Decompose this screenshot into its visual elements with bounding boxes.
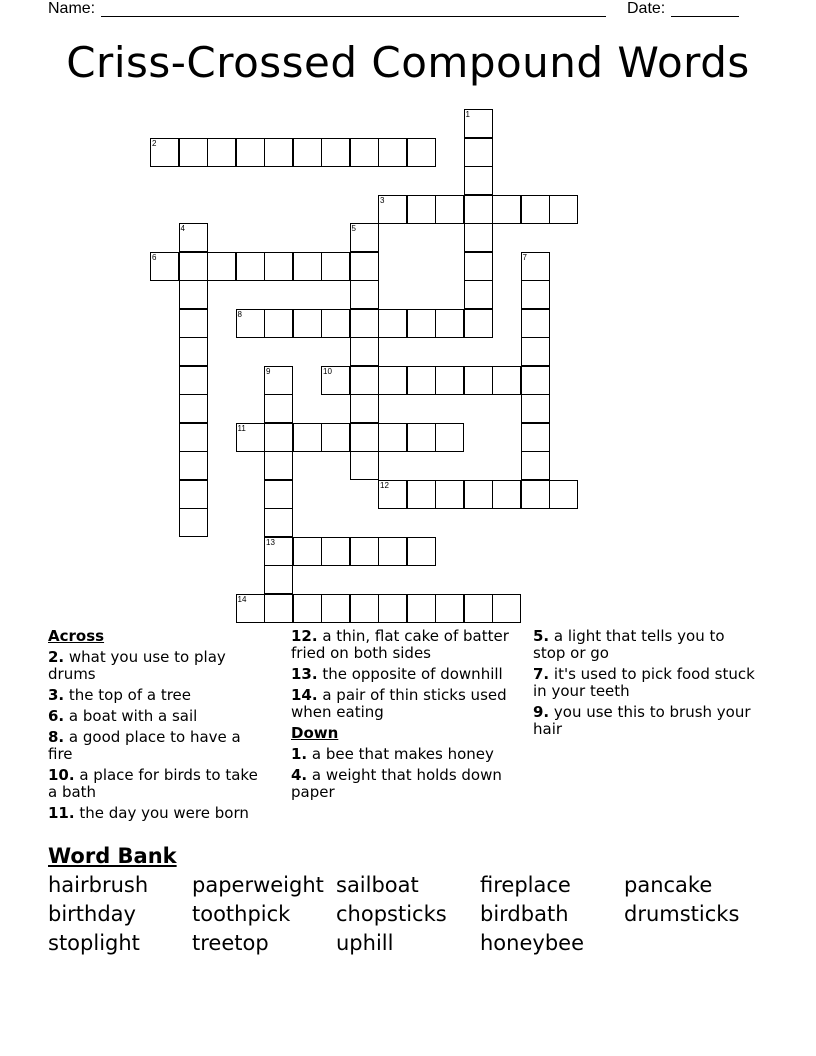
crossword-cell[interactable] [293, 252, 322, 281]
word-bank-item: uphill [336, 931, 394, 955]
clue-number: 6. [48, 707, 65, 725]
clue-text: the day you were born [74, 804, 249, 822]
crossword-cell[interactable] [464, 280, 493, 309]
word-bank-item: hairbrush [48, 873, 149, 897]
crossword-cell[interactable] [179, 394, 208, 423]
across-heading: Across [48, 627, 105, 645]
clue-number: 1. [291, 745, 308, 763]
crossword-cell[interactable] [350, 451, 379, 480]
crossword-cell[interactable] [321, 252, 350, 281]
crossword-cell[interactable] [378, 480, 407, 509]
crossword-cell[interactable] [464, 138, 493, 167]
crossword-cell[interactable] [464, 366, 493, 395]
clues-column-3 [533, 628, 758, 742]
crossword-cell[interactable] [350, 394, 379, 423]
crossword-cell[interactable] [435, 309, 464, 338]
clue-number: 9. [533, 703, 550, 721]
clue-text: a thin, flat cake of batter fried on both sides [291, 627, 509, 662]
crossword-cell[interactable] [464, 480, 493, 509]
crossword-cell[interactable] [549, 480, 578, 509]
word-bank-item: birdbath [480, 902, 569, 926]
clue-item [291, 666, 511, 683]
crossword-cell[interactable] [407, 195, 436, 224]
crossword-cell[interactable] [236, 423, 265, 452]
crossword-cell[interactable] [179, 423, 208, 452]
clue-item [291, 767, 511, 801]
crossword-cell[interactable] [350, 594, 379, 623]
clue-text: a bee that makes honey [307, 745, 494, 763]
word-bank [48, 872, 768, 957]
crossword-cell[interactable] [264, 451, 293, 480]
crossword-cell[interactable] [521, 280, 550, 309]
crossword-cell[interactable] [378, 423, 407, 452]
clue-number: 3. [48, 686, 65, 704]
crossword-cell[interactable] [521, 337, 550, 366]
crossword-cell[interactable] [350, 423, 379, 452]
word-bank-item: treetop [192, 931, 269, 955]
clue-item [48, 767, 268, 801]
crossword-cell[interactable] [492, 195, 521, 224]
clue-number: 7. [533, 665, 550, 683]
clue-number: 10. [48, 766, 75, 784]
crossword-cell[interactable] [150, 138, 179, 167]
crossword-cell[interactable] [549, 195, 578, 224]
crossword-cell[interactable] [464, 109, 493, 138]
clue-number: 1 [465, 110, 470, 119]
crossword-cell[interactable] [236, 309, 265, 338]
crossword-cell[interactable] [264, 537, 293, 566]
crossword-cell[interactable] [350, 366, 379, 395]
crossword-cell[interactable] [321, 537, 350, 566]
page-title: Criss-Crossed Compound Words [66, 38, 750, 87]
crossword-cell[interactable] [464, 195, 493, 224]
crossword-cell[interactable] [179, 337, 208, 366]
crossword-cell[interactable] [264, 508, 293, 537]
crossword-cell[interactable] [492, 594, 521, 623]
word-bank-item: toothpick [192, 902, 291, 926]
crossword-cell[interactable] [179, 508, 208, 537]
crossword-cell[interactable] [521, 394, 550, 423]
crossword-cell[interactable] [378, 309, 407, 338]
crossword-cell[interactable] [521, 252, 550, 281]
clue-item [533, 666, 758, 700]
clues-column-1 [48, 628, 268, 826]
crossword-cell[interactable] [407, 537, 436, 566]
crossword-cell[interactable] [321, 309, 350, 338]
crossword-cell[interactable] [264, 394, 293, 423]
clue-number: 2. [48, 648, 65, 666]
clue-number: 13 [266, 537, 275, 547]
crossword-cell[interactable] [521, 309, 550, 338]
word-bank-item: paperweight [192, 873, 324, 897]
word-bank-item: honeybee [480, 931, 584, 955]
clue-text: a good place to have a fire [48, 728, 241, 763]
crossword-cell[interactable] [521, 366, 550, 395]
clue-item [48, 649, 268, 683]
crossword-cell[interactable] [293, 309, 322, 338]
crossword-cell[interactable] [321, 138, 350, 167]
crossword-cell[interactable] [378, 366, 407, 395]
crossword-cell[interactable] [378, 195, 407, 224]
clue-number: 4 [180, 224, 185, 233]
crossword-cell[interactable] [179, 280, 208, 309]
clue-number: 9 [266, 366, 271, 376]
crossword-cell[interactable] [435, 423, 464, 452]
crossword-cell[interactable] [293, 594, 322, 623]
clue-number: 6 [152, 252, 157, 262]
crossword-cell[interactable] [293, 138, 322, 167]
crossword-cell[interactable] [350, 337, 379, 366]
clue-number: 10 [323, 366, 332, 376]
clue-number: 3 [380, 195, 385, 205]
crossword-cell[interactable] [350, 537, 379, 566]
crossword-cell[interactable] [350, 280, 379, 309]
crossword-cell[interactable] [236, 252, 265, 281]
crossword-cell[interactable] [435, 594, 464, 623]
crossword-cell[interactable] [150, 252, 179, 281]
crossword-cell[interactable] [521, 423, 550, 452]
clue-number: 11 [237, 423, 246, 433]
crossword-cell[interactable] [435, 195, 464, 224]
crossword-cell[interactable] [407, 480, 436, 509]
crossword-cell[interactable] [407, 366, 436, 395]
crossword-cell[interactable] [179, 138, 208, 167]
crossword-cell[interactable] [179, 366, 208, 395]
crossword-cell[interactable] [264, 252, 293, 281]
crossword-cell[interactable] [521, 480, 550, 509]
crossword-cell[interactable] [207, 138, 236, 167]
crossword-cell[interactable] [264, 565, 293, 594]
crossword-cell[interactable] [264, 480, 293, 509]
clue-text: the top of a tree [64, 686, 192, 704]
crossword-cell[interactable] [207, 252, 236, 281]
crossword-cell[interactable] [492, 480, 521, 509]
crossword-cell[interactable] [521, 451, 550, 480]
crossword-cell[interactable] [350, 138, 379, 167]
crossword-cell[interactable] [321, 594, 350, 623]
clue-text: it's used to pick food stuck in your teeth [533, 665, 755, 700]
word-bank-title: Word Bank [48, 844, 177, 868]
clue-number: 8. [48, 728, 65, 746]
clue-text: you use this to brush your hair [533, 703, 751, 738]
clue-item [533, 704, 758, 738]
clue-text: a weight that holds down paper [291, 766, 502, 801]
crossword-cell[interactable] [435, 366, 464, 395]
crossword-cell[interactable] [264, 423, 293, 452]
crossword-cell[interactable] [179, 252, 208, 281]
clue-text: a pair of thin sticks used when eating [291, 686, 507, 721]
clue-item [48, 708, 268, 725]
crossword-cell[interactable] [236, 138, 265, 167]
crossword-cell[interactable] [435, 480, 464, 509]
crossword-cell[interactable] [464, 223, 493, 252]
crossword-cell[interactable] [236, 594, 265, 623]
clue-item [48, 729, 268, 763]
crossword-cell[interactable] [264, 309, 293, 338]
clue-item [291, 628, 511, 662]
crossword-cell[interactable] [407, 138, 436, 167]
clue-number: 12. [291, 627, 318, 645]
crossword-cell[interactable] [407, 594, 436, 623]
name-label: Name: [48, 0, 96, 17]
down-heading: Down [291, 724, 339, 742]
clue-number: 12 [380, 480, 389, 490]
clue-number: 11. [48, 804, 75, 822]
clue-number: 5 [351, 224, 356, 233]
crossword-cell[interactable] [264, 366, 293, 395]
clue-text: what you use to play drums [48, 648, 226, 683]
crossword-cell[interactable] [179, 223, 208, 252]
crossword-cell[interactable] [293, 537, 322, 566]
clues-column-2 [291, 628, 511, 805]
crossword-cell[interactable] [378, 537, 407, 566]
crossword-cell[interactable] [179, 309, 208, 338]
crossword-cell[interactable] [321, 366, 350, 395]
clue-text: a boat with a sail [64, 707, 198, 725]
word-bank-item: pancake [624, 873, 713, 897]
clue-item [291, 687, 511, 721]
clue-number: 5. [533, 627, 550, 645]
crossword-cell[interactable] [321, 423, 350, 452]
word-bank-item: fireplace [480, 873, 571, 897]
clue-number: 2 [152, 138, 157, 148]
crossword-cell[interactable] [350, 252, 379, 281]
word-bank-item: stoplight [48, 931, 140, 955]
crossword-cell[interactable] [264, 594, 293, 623]
crossword-cell[interactable] [464, 594, 493, 623]
clue-text: the opposite of downhill [317, 665, 503, 683]
crossword-cell[interactable] [464, 166, 493, 195]
crossword-cell[interactable] [407, 309, 436, 338]
clue-item [291, 746, 511, 763]
crossword-cell[interactable] [293, 423, 322, 452]
crossword-cell[interactable] [378, 594, 407, 623]
crossword-cell[interactable] [464, 252, 493, 281]
crossword-cell[interactable] [179, 451, 208, 480]
crossword-cell[interactable] [492, 366, 521, 395]
crossword-cell[interactable] [179, 480, 208, 509]
crossword-cell[interactable] [350, 223, 379, 252]
crossword-cell[interactable] [407, 423, 436, 452]
clue-item [533, 628, 758, 662]
clue-text: a place for birds to take a bath [48, 766, 258, 801]
crossword-cell[interactable] [464, 309, 493, 338]
word-bank-item: birthday [48, 902, 136, 926]
clue-item [48, 687, 268, 704]
crossword-cell[interactable] [378, 138, 407, 167]
clue-number: 14 [237, 594, 247, 604]
word-bank-item: sailboat [336, 873, 419, 897]
date-label: Date: [627, 0, 666, 17]
clue-number: 7 [522, 252, 527, 262]
clue-number: 13. [291, 665, 318, 683]
crossword-cell[interactable] [264, 138, 293, 167]
word-bank-item: drumsticks [624, 902, 740, 926]
word-bank-item: chopsticks [336, 902, 447, 926]
crossword-cell[interactable] [521, 195, 550, 224]
clue-number: 4. [291, 766, 308, 784]
clue-number: 14. [291, 686, 318, 704]
clue-number: 8 [237, 309, 242, 319]
crossword-cell[interactable] [350, 309, 379, 338]
clue-item [48, 805, 268, 822]
clue-text: a light that tells you to stop or go [533, 627, 725, 662]
